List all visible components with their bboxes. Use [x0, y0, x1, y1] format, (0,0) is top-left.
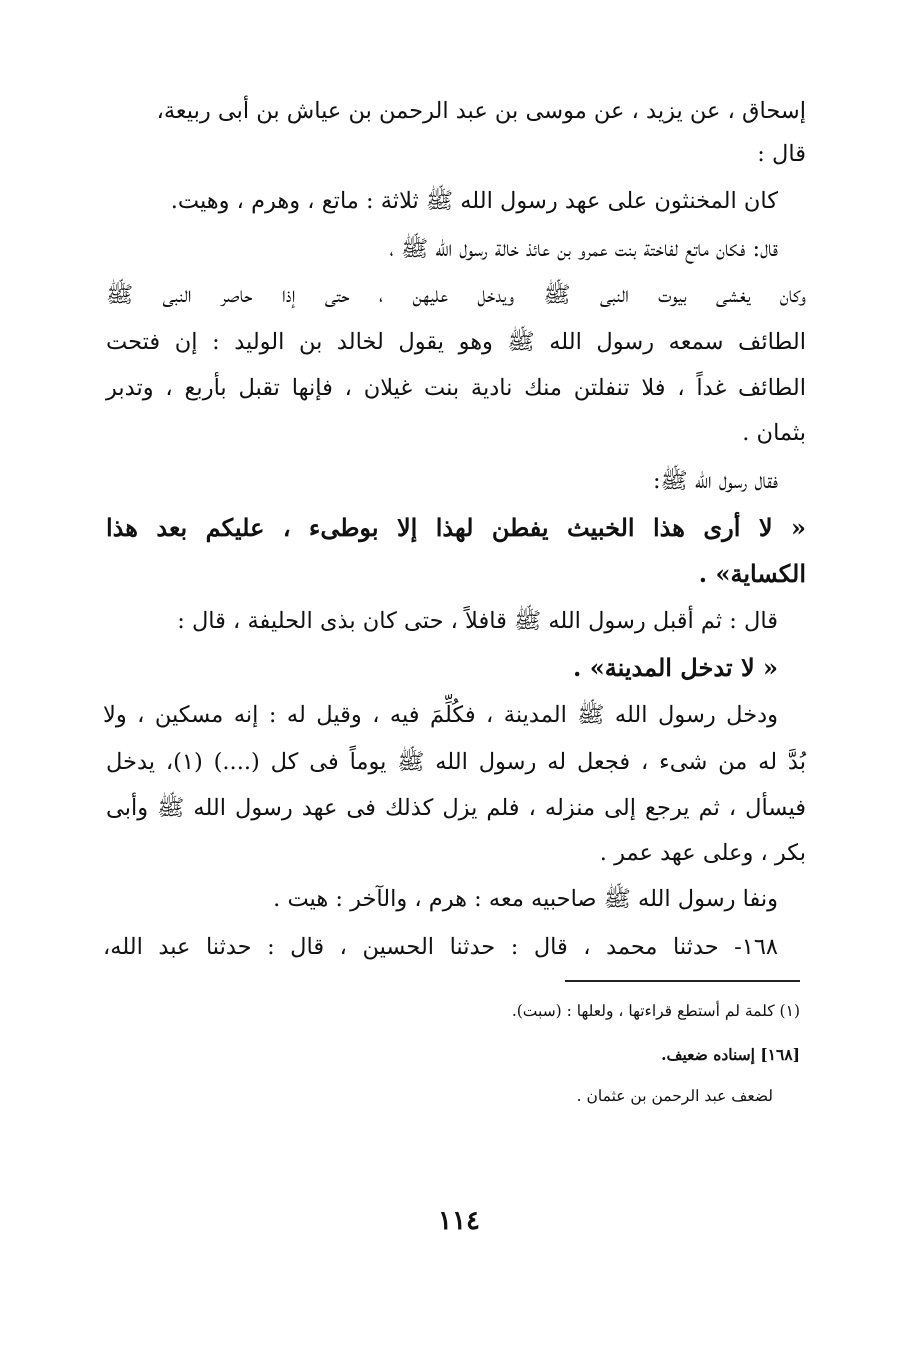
hadith-quote-line-3: « لا تدخل المدينة» .	[573, 653, 778, 682]
text-line-7: الطائف غداً ، فلا تنفلتن منك نادية بنت غيلان ، فإنها تقبل بأربع ، وتدبر	[106, 375, 806, 401]
text-line-16: فيسأل ، ثم يرجع إلى منزله ، فلم يزل كذلك فى عهد رسول الله ﷺ وأبى	[106, 795, 806, 821]
hadith-quote-line-1: « لا أرى هذا الخبيث يفطن لهذا إلا بوطىء ، عليكم بعد هذا	[106, 513, 806, 542]
hadith-quote-line-2: الكساية» .	[698, 559, 806, 588]
text-line-9: فقال رسول الله ﷺ:	[652, 468, 778, 494]
text-line-1: إسحاق ، عن يزيد ، عن موسى بن عبد الرحمن بن عياش بن أبى ربيعة،	[156, 98, 806, 124]
footnote-2: [١٦٨] إسناده ضعيف.	[661, 1045, 800, 1064]
text-line-19: ١٦٨- حدثنا محمد ، قال : حدثنا الحسين ، قال : حدثنا عبد الله،	[103, 934, 778, 960]
text-line-14: ودخل رسول الله ﷺ المدينة ، فكُلِّمَ فيه ، وقيل له : إنه مسكين ، ولا	[103, 702, 778, 728]
text-line-18: ونفا رسول الله ﷺ صاحبيه معه : هرم ، والآخر : هيت .	[273, 886, 778, 912]
text-line-8: بثمان .	[742, 420, 806, 446]
text-line-3: كان المخنثون على عهد رسول الله ﷺ ثلاثة : ماتع ، وهرم ، وهيت.	[170, 188, 778, 214]
text-line-5: وكان يغشى بيوت النبى ﷺ ويدخل عليهن ، حتى إذا حاصر النبى ﷺ	[106, 282, 806, 308]
footnote-1: (١) كلمة لم أستطع قراءتها ، ولعلها : (سبت).	[511, 1002, 800, 1020]
text-line-2: قال :	[757, 141, 806, 167]
text-line-6: الطائف سمعه رسول الله ﷺ وهو يقول لخالد بن الوليد : إن فتحت	[106, 329, 806, 355]
text-line-12: قال : ثم أقبل رسول الله ﷺ قافلاً ، حتى كان بذى الحليفة ، قال :	[177, 608, 778, 634]
text-line-15: بُدَّ له من شىء ، فجعل له رسول الله ﷺ يوماً فى كل (....) (١)، يدخل	[106, 749, 806, 775]
text-line-4: قال: فكان ماتع لفاختة بنت عمرو بن عائذ خالة رسول الله ﷺ ،	[389, 236, 778, 262]
footnote-separator	[565, 980, 800, 982]
footnote-3: لضعف عبد الرحمن بن عثمان .	[576, 1087, 773, 1105]
page-number: ١١٤	[438, 1206, 480, 1236]
text-line-17: بكر ، وعلى عهد عمر .	[599, 840, 806, 866]
